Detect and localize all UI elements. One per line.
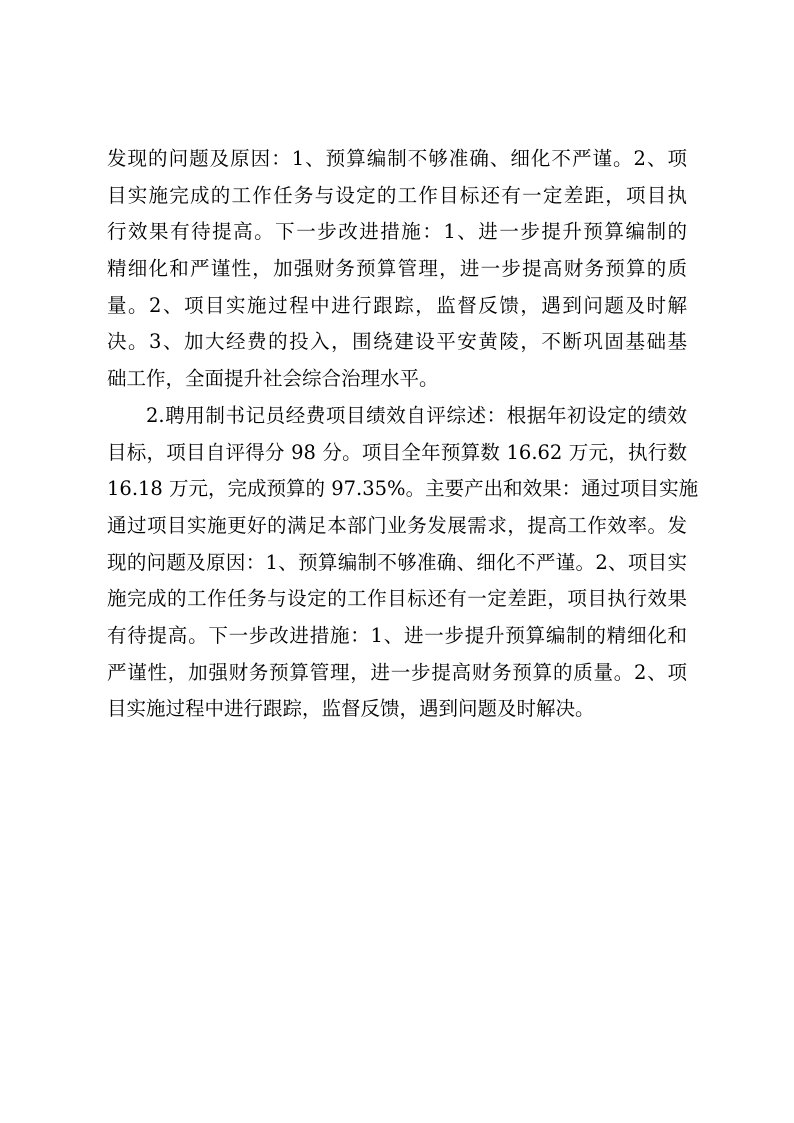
paragraph-clerk-funding-review xyxy=(107,398,699,728)
text-line: 严谨性，加强财务预算管理，进一步提高财务预算的质量。2、项 xyxy=(107,660,687,684)
text-line: 现的问题及原因：1、预算编制不够准确、细化不严谨。2、项目实 xyxy=(107,550,687,574)
text-line: 通过项目实施更好的满足本部门业务发展需求，提高工作效率。发 xyxy=(107,513,687,537)
text-line: 有待提高。下一步改进措施：1、进一步提升预算编制的精细化和 xyxy=(107,623,687,647)
document-body xyxy=(107,141,699,728)
paragraph-problems-summary xyxy=(107,141,687,398)
text-line: 行效果有待提高。下一步改进措施：1、进一步提升预算编制的 xyxy=(107,220,687,244)
text-line: 目实施完成的工作任务与设定的工作目标还有一定差距，项目执 xyxy=(107,183,687,207)
text-line: 发现的问题及原因：1、预算编制不够准确、细化不严谨。2、项 xyxy=(107,147,687,170)
text-line: 目实施过程中进行跟踪，监督反馈，遇到问题及时解决。 xyxy=(107,697,595,721)
text-line: 16.18 万元，完成预算的 97.35%。主要产出和效果：通过项目实施 xyxy=(107,477,699,501)
text-line: 础工作，全面提升社会综合治理水平。 xyxy=(107,367,439,391)
text-line: 决。3、加大经费的投入，围绕建设平安黄陵，不断巩固基础基 xyxy=(107,330,687,354)
text-line-indented: 2.聘用制书记员经费项目绩效自评综述：根据年初设定的绩效 xyxy=(146,403,687,427)
text-line: 量。2、项目实施过程中进行跟踪，监督反馈，遇到问题及时解 xyxy=(107,293,687,317)
text-line: 精细化和严谨性，加强财务预算管理，进一步提高财务预算的质 xyxy=(107,257,687,281)
text-line: 施完成的工作任务与设定的工作目标还有一定差距，项目执行效果 xyxy=(107,587,687,611)
text-line: 目标，项目自评得分 98 分。项目全年预算数 16.62 万元，执行数 xyxy=(107,440,687,464)
